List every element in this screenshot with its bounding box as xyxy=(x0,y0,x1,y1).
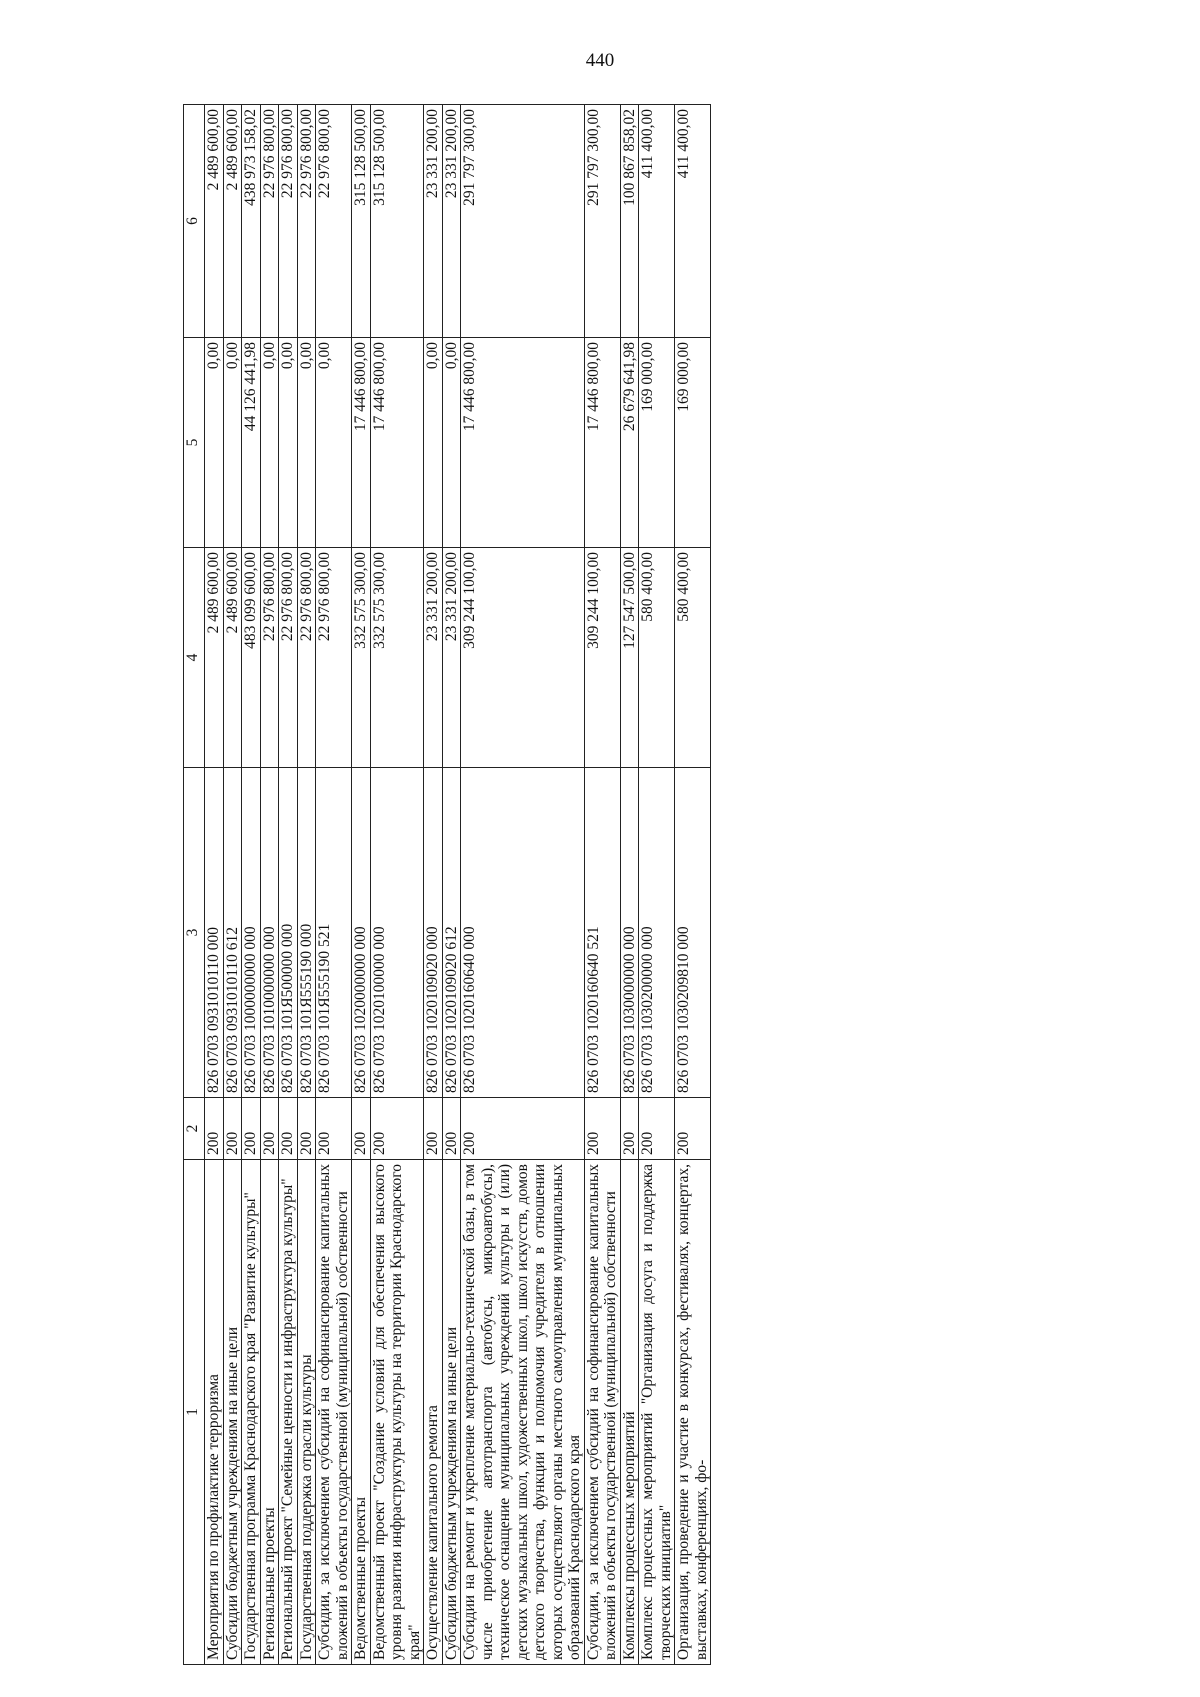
table-row xyxy=(424,105,443,1665)
row-amount-6: 411 400,00 xyxy=(675,105,711,338)
column-header: 1 xyxy=(184,1160,205,1665)
row-amount-5: 44 126 441,98 xyxy=(242,338,261,548)
row-classification-code: 826 0703 101Я555190 521 xyxy=(316,768,352,1098)
row-amount-6: 291 797 300,00 xyxy=(461,105,585,338)
row-description: Государственная программа Краснодарского края "Развитие культуры" xyxy=(242,1160,261,1665)
row-amount-6: 2 489 600,00 xyxy=(205,105,224,338)
row-code-2: 200 xyxy=(205,1098,224,1160)
table-row xyxy=(461,105,585,1665)
row-description: Ведомственный проект "Создание условий для обеспечения высокого уровня развития инфраструктуры культуры на территории Краснодарского края" xyxy=(370,1160,424,1665)
table-row xyxy=(639,105,675,1665)
row-classification-code: 826 0703 1020109020 612 xyxy=(442,768,461,1098)
row-amount-6: 23 331 200,00 xyxy=(442,105,461,338)
row-amount-4: 580 400,00 xyxy=(639,548,675,768)
row-classification-code: 826 0703 1030209810 000 xyxy=(675,768,711,1098)
row-code-2: 200 xyxy=(242,1098,261,1160)
row-classification-code: 826 0703 1010000000 000 xyxy=(260,768,279,1098)
row-amount-5: 0,00 xyxy=(297,338,316,548)
row-classification-code: 826 0703 1020109020 000 xyxy=(424,768,443,1098)
row-amount-4: 23 331 200,00 xyxy=(442,548,461,768)
row-amount-4: 2 489 600,00 xyxy=(205,548,224,768)
row-amount-6: 22 976 800,00 xyxy=(260,105,279,338)
row-description: Региональные проекты xyxy=(260,1160,279,1665)
row-amount-5: 17 446 800,00 xyxy=(584,338,620,548)
row-code-2: 200 xyxy=(675,1098,711,1160)
row-amount-4: 332 575 300,00 xyxy=(352,548,371,768)
table-row xyxy=(316,105,352,1665)
row-amount-6: 22 976 800,00 xyxy=(279,105,298,338)
row-code-2: 200 xyxy=(639,1098,675,1160)
row-amount-4: 22 976 800,00 xyxy=(297,548,316,768)
row-amount-6: 2 489 600,00 xyxy=(223,105,242,338)
row-classification-code: 826 0703 1020160640 000 xyxy=(461,768,585,1098)
table-row xyxy=(675,105,711,1665)
row-amount-5: 17 446 800,00 xyxy=(370,338,424,548)
row-amount-5: 0,00 xyxy=(260,338,279,548)
row-amount-6: 22 976 800,00 xyxy=(297,105,316,338)
row-amount-4: 127 547 500,00 xyxy=(620,548,639,768)
row-classification-code: 826 0703 1030000000 000 xyxy=(620,768,639,1098)
row-amount-4: 2 489 600,00 xyxy=(223,548,242,768)
row-amount-5: 0,00 xyxy=(279,338,298,548)
row-description: Субсидии на ремонт и укрепление материально-технической базы, в том числе приобретение автотранспорта (автобусы, микроавтобусы), техническое оснащение муниципальных учреждений культуры и (или) детских музыкальных школ, художественных школ, школ искусств, домов детского творчества, функции и полномочия учредителя в отношении которых осуществляют органы местного самоуправления муниципальных образований Краснодарского края xyxy=(461,1160,585,1665)
row-code-2: 200 xyxy=(461,1098,585,1160)
row-amount-4: 22 976 800,00 xyxy=(279,548,298,768)
row-description: Мероприятия по профилактике терроризма xyxy=(205,1160,224,1665)
row-amount-5: 169 000,00 xyxy=(675,338,711,548)
column-header: 6 xyxy=(184,105,205,338)
row-amount-4: 23 331 200,00 xyxy=(424,548,443,768)
row-amount-4: 309 244 100,00 xyxy=(461,548,585,768)
row-description: Региональный проект "Семейные ценности и инфраструктура культуры" xyxy=(279,1160,298,1665)
table-row xyxy=(620,105,639,1665)
table-row xyxy=(370,105,424,1665)
column-header: 2 xyxy=(184,1098,205,1160)
column-header: 4 xyxy=(184,548,205,768)
row-classification-code: 826 0703 101Я555190 000 xyxy=(297,768,316,1098)
row-amount-6: 315 128 500,00 xyxy=(352,105,371,338)
table-row xyxy=(223,105,242,1665)
row-description: Ведомственные проекты xyxy=(352,1160,371,1665)
row-code-2: 200 xyxy=(223,1098,242,1160)
row-amount-5: 0,00 xyxy=(223,338,242,548)
row-amount-5: 17 446 800,00 xyxy=(352,338,371,548)
row-description: Комплексы процессных мероприятий xyxy=(620,1160,639,1665)
column-header: 3 xyxy=(184,768,205,1098)
row-code-2: 200 xyxy=(316,1098,352,1160)
table-row xyxy=(279,105,298,1665)
row-classification-code: 826 0703 1020000000 000 xyxy=(352,768,371,1098)
row-code-2: 200 xyxy=(260,1098,279,1160)
column-header: 5 xyxy=(184,338,205,548)
table-row xyxy=(442,105,461,1665)
row-amount-6: 291 797 300,00 xyxy=(584,105,620,338)
row-amount-5: 0,00 xyxy=(316,338,352,548)
row-amount-5: 0,00 xyxy=(424,338,443,548)
row-description: Субсидии, за исключением субсидий на софинансирование капитальных вложений в объекты государственной (муниципальной) собственности xyxy=(316,1160,352,1665)
row-description: Субсидии бюджетным учреждениям на иные цели xyxy=(442,1160,461,1665)
row-description: Организация, проведение и участие в конкурсах, фестивалях, концертах, выставках, конференциях, фо- xyxy=(675,1160,711,1665)
row-amount-4: 309 244 100,00 xyxy=(584,548,620,768)
table-row xyxy=(242,105,261,1665)
table-row xyxy=(297,105,316,1665)
table-row xyxy=(260,105,279,1665)
row-classification-code: 826 0703 1020160640 521 xyxy=(584,768,620,1098)
row-amount-6: 438 973 158,02 xyxy=(242,105,261,338)
row-amount-4: 22 976 800,00 xyxy=(316,548,352,768)
row-description: Субсидии бюджетным учреждениям на иные цели xyxy=(223,1160,242,1665)
row-amount-5: 17 446 800,00 xyxy=(461,338,585,548)
row-classification-code: 826 0703 101Я500000 000 xyxy=(279,768,298,1098)
page-number: 440 xyxy=(585,50,615,71)
row-classification-code: 826 0703 0931010110 612 xyxy=(223,768,242,1098)
row-description: Осуществление капитального ремонта xyxy=(424,1160,443,1665)
row-amount-4: 483 099 600,00 xyxy=(242,548,261,768)
row-amount-4: 22 976 800,00 xyxy=(260,548,279,768)
row-amount-4: 580 400,00 xyxy=(675,548,711,768)
table-header-row xyxy=(184,105,205,1665)
row-amount-6: 100 867 858,02 xyxy=(620,105,639,338)
row-amount-6: 23 331 200,00 xyxy=(424,105,443,338)
row-amount-6: 315 128 500,00 xyxy=(370,105,424,338)
row-amount-5: 0,00 xyxy=(442,338,461,548)
row-code-2: 200 xyxy=(279,1098,298,1160)
table-row xyxy=(205,105,224,1665)
row-description: Субсидии, за исключением субсидий на софинансирование капитальных вложений в объекты государственной (муниципальной) собственности xyxy=(584,1160,620,1665)
budget-table xyxy=(183,104,711,1665)
row-code-2: 200 xyxy=(584,1098,620,1160)
row-code-2: 200 xyxy=(352,1098,371,1160)
table-row xyxy=(352,105,371,1665)
row-code-2: 200 xyxy=(620,1098,639,1160)
rotated-table-container xyxy=(183,105,1093,1665)
row-amount-5: 0,00 xyxy=(205,338,224,548)
row-amount-4: 332 575 300,00 xyxy=(370,548,424,768)
row-amount-6: 411 400,00 xyxy=(639,105,675,338)
row-code-2: 200 xyxy=(370,1098,424,1160)
row-description: Комплекс процессных мероприятий "Организация досуга и поддержка творческих инициатив" xyxy=(639,1160,675,1665)
row-classification-code: 826 0703 1020100000 000 xyxy=(370,768,424,1098)
row-classification-code: 826 0703 1000000000 000 xyxy=(242,768,261,1098)
row-amount-5: 26 679 641,98 xyxy=(620,338,639,548)
row-code-2: 200 xyxy=(424,1098,443,1160)
table-row xyxy=(584,105,620,1665)
row-classification-code: 826 0703 1030200000 000 xyxy=(639,768,675,1098)
row-description: Государственная поддержка отрасли культуры xyxy=(297,1160,316,1665)
row-code-2: 200 xyxy=(297,1098,316,1160)
row-amount-6: 22 976 800,00 xyxy=(316,105,352,338)
row-amount-5: 169 000,00 xyxy=(639,338,675,548)
row-code-2: 200 xyxy=(442,1098,461,1160)
row-classification-code: 826 0703 0931010110 000 xyxy=(205,768,224,1098)
